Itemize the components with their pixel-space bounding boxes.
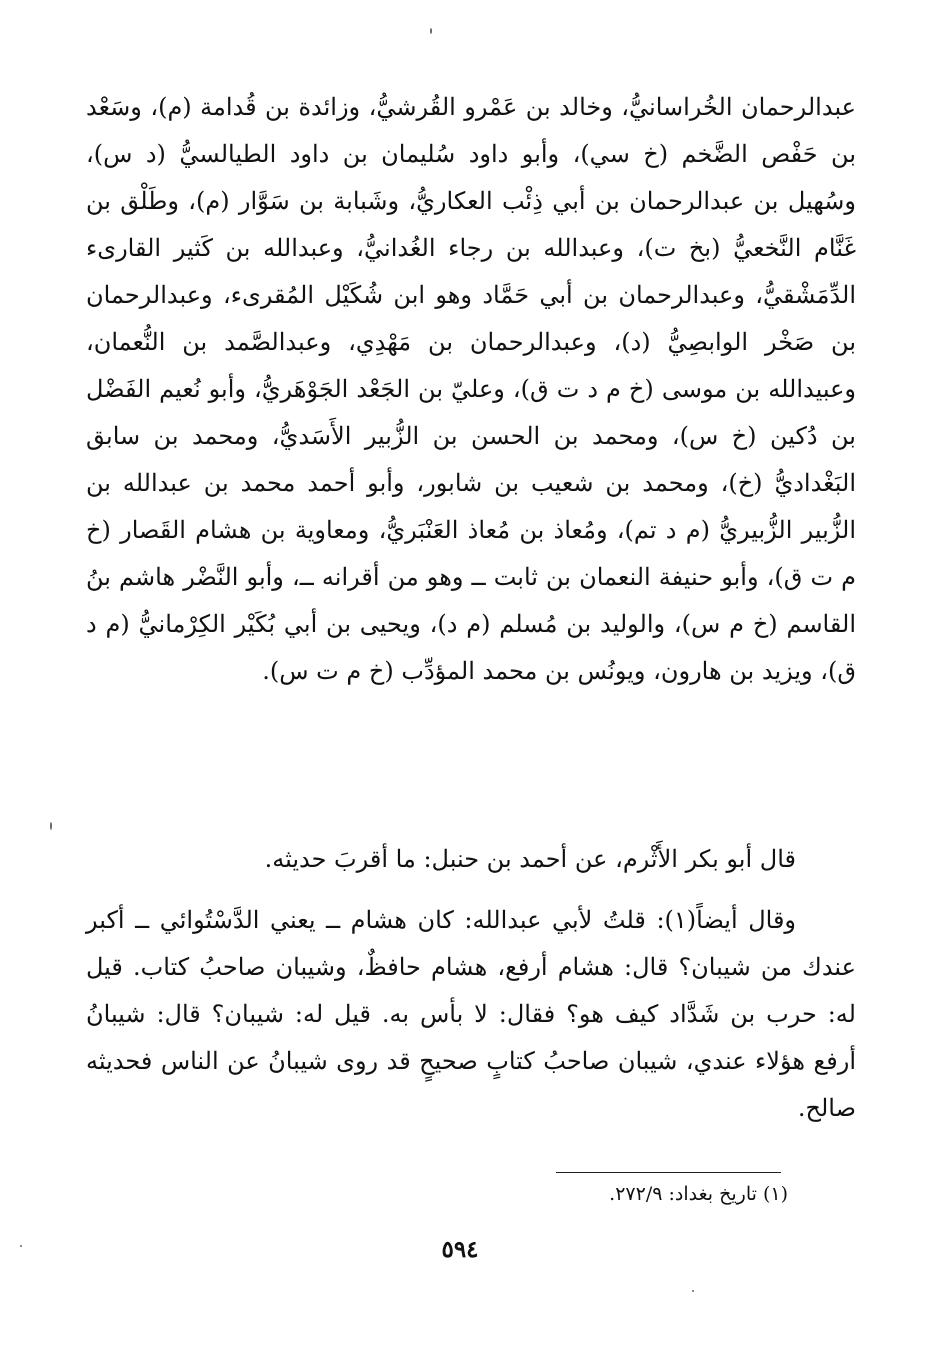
footnote-divider	[556, 1172, 781, 1173]
scan-speck	[50, 822, 52, 830]
scan-speck	[430, 28, 432, 34]
scan-speck	[20, 1245, 22, 1247]
hisham-shayban-paragraph: وقال أيضاً(١): قلتُ لأبي عبدالله: كان هشام ــ يعني الدَّسْتُوائي ــ أكبر عندك من شيبان؟ قال: هشام أرفع، هشام حافظٌ، وشيبان صاحبُ كتاب. قيل له: حرب بن شَدَّاد كيف هو؟ فقال: لا بأس به. قيل له: شيبان؟ قال: شيبانُ أرفع هؤلاء عندي، شيبان صاحبُ كتابٍ صحيحٍ قد روى شيبانُ عن الناس فحديثه صالح.	[86, 906, 856, 1122]
narrators-paragraph: عبدالرحمان الخُراسانيُّ، وخالد بن عَمْرو القُرشيُّ، وزائدة بن قُدامة (م)، وسَعْد بن حَفْص الضَّخم (خ سي)، وأبو داود سُليمان بن داود الطيالسيُّ (د س)، وسُهيل بن عبدالرحمان بن أبي ذِئْب العكاريُّ، وشَبابة بن سَوَّار (م)، وطَلْق بن غَنَّام النَّخعيُّ (بخ ت)، وعبدالله بن رجاء الغُدانيُّ، وعبدالله بن كَثير القارىء الدِّمَشْقيُّ، وعبدالرحمان بن أبي حَمَّاد وهو ابن شُكَيْل المُقرىء، وعبدالرحمان بن صَخْر الوابصِيُّ (د)، وعبدالرحمان بن مَهْدِي، وعبدالصَّمد بن النُّعمان، وعبيدالله بن موسى (خ م د ت ق)، وعليّ بن الجَعْد الجَوْهَريُّ، وأبو نُعيم الفَضْل بن دُكين (خ س)، ومحمد بن الحسن بن الزُّبير الأَسَديُّ، ومحمد بن سابق البَغْداديُّ (خ)، ومحمد بن شعيب بن شابور، وأبو أحمد محمد بن عبدالله بن الزُّبير الزُّبيريُّ (م د تم)، ومُعاذ بن مُعاذ العَنْبَريُّ، ومعاوية بن هشام القَصار (خ م ت ق)، وأبو حنيفة النعمان بن ثابت ــ وهو من أقرانه ــ، وأبو النَّضْر هاشم بنُ القاسم (خ م س)، والوليد بن مُسلم (م د)، ويحيى بن أبي بُكَيْر الكِرْمانيُّ (م د ق)، ويزيد بن هارون، ويونُس بن محمد المؤدِّب (خ م ت س).	[86, 93, 856, 685]
athram-quote-paragraph: قال أبو بكر الأَثْرم، عن أحمد بن حنبل: ما أقربَ حديثه.	[264, 845, 796, 873]
page-number: ٥٩٤	[441, 1236, 479, 1263]
footnote: (١) تاريخ بغداد: ٢٧٢/٩.	[609, 1183, 788, 1205]
scan-speck	[692, 1290, 694, 1292]
